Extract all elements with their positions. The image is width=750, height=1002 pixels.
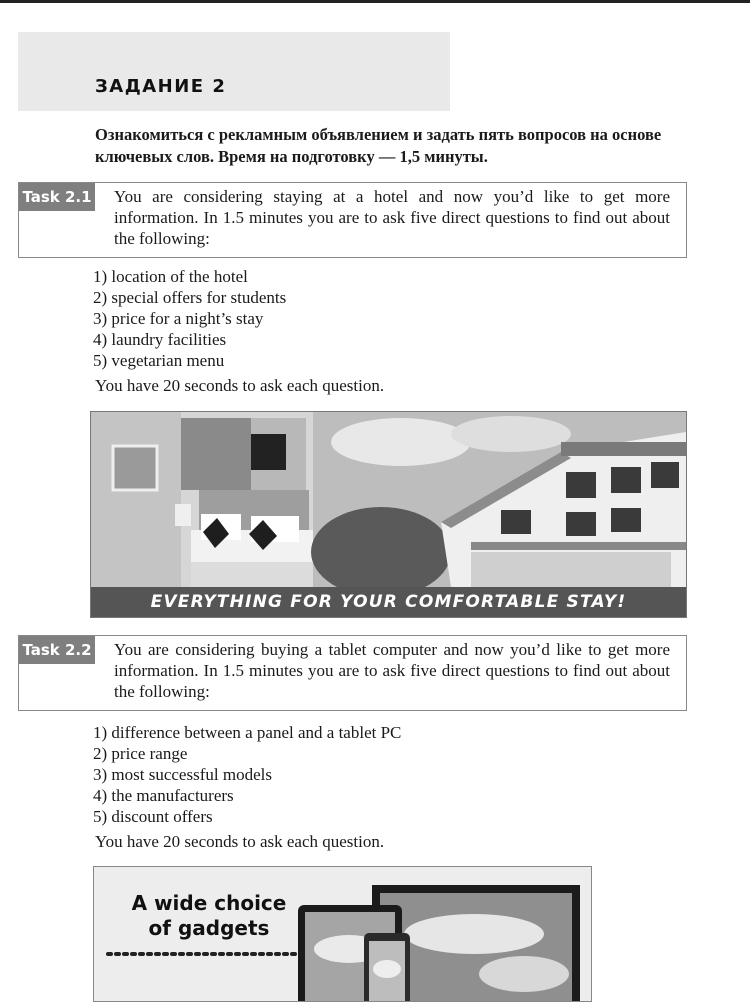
list-item: 3) price for a night’s stay	[93, 309, 264, 328]
list-item: 5) discount offers	[93, 807, 213, 826]
gadget-caption-line-1: A wide choice	[131, 891, 287, 915]
list-item: 4) the manufacturers	[93, 786, 234, 805]
list-item: 5) vegetarian menu	[93, 351, 225, 370]
task-2-2-text: You are considering buying a tablet computer and now you’d like to get more information. In 1.5 minutes you are to ask five direct questions to find out about the following:	[114, 640, 670, 701]
task-2-1-text: You are considering staying at a hotel and now you’d like to get more information. In 1.5 minutes you are to ask five direct questions to find out about the following:	[114, 187, 670, 248]
task-2-2-box	[18, 635, 687, 711]
task-2-1-box	[18, 182, 687, 258]
gadget-ad-caption	[114, 891, 304, 941]
list-item: 1) difference between a panel and a tablet PC	[93, 723, 402, 742]
task-2-2-label: Task 2.2	[19, 636, 95, 664]
hotel-photo-illustration	[91, 412, 686, 587]
hotel-ad-caption: EVERYTHING FOR YOUR COMFORTABLE STAY!	[91, 587, 686, 617]
hotel-ad-image	[90, 411, 687, 618]
task-2-2-note: You have 20 seconds to ask each question.	[95, 832, 385, 851]
task-2-1-list	[93, 266, 286, 371]
gadget-ad-image	[93, 866, 592, 1002]
list-item: 2) price range	[93, 744, 188, 763]
top-rule	[0, 0, 750, 3]
list-item: 4) laundry facilities	[93, 330, 227, 349]
gadgets-illustration	[294, 879, 592, 1002]
list-item: 2) special offers for students	[93, 288, 287, 307]
gadget-caption-line-2: of gadgets	[148, 916, 270, 940]
header-band	[18, 32, 450, 111]
task-2-2-list	[93, 722, 401, 827]
task-2-1-note: You have 20 seconds to ask each question.	[95, 376, 385, 395]
instruction-text: Ознакомиться с рекламным объявлением и задать пять вопросов на основе ключевых слов. Время на подготовку — 1,5 минуты.	[95, 125, 662, 166]
list-item: 3) most successful models	[93, 765, 272, 784]
task-2-1-label: Task 2.1	[19, 183, 95, 211]
list-item: 1) location of the hotel	[93, 267, 248, 286]
section-title: ЗАДАНИЕ 2	[95, 76, 227, 97]
